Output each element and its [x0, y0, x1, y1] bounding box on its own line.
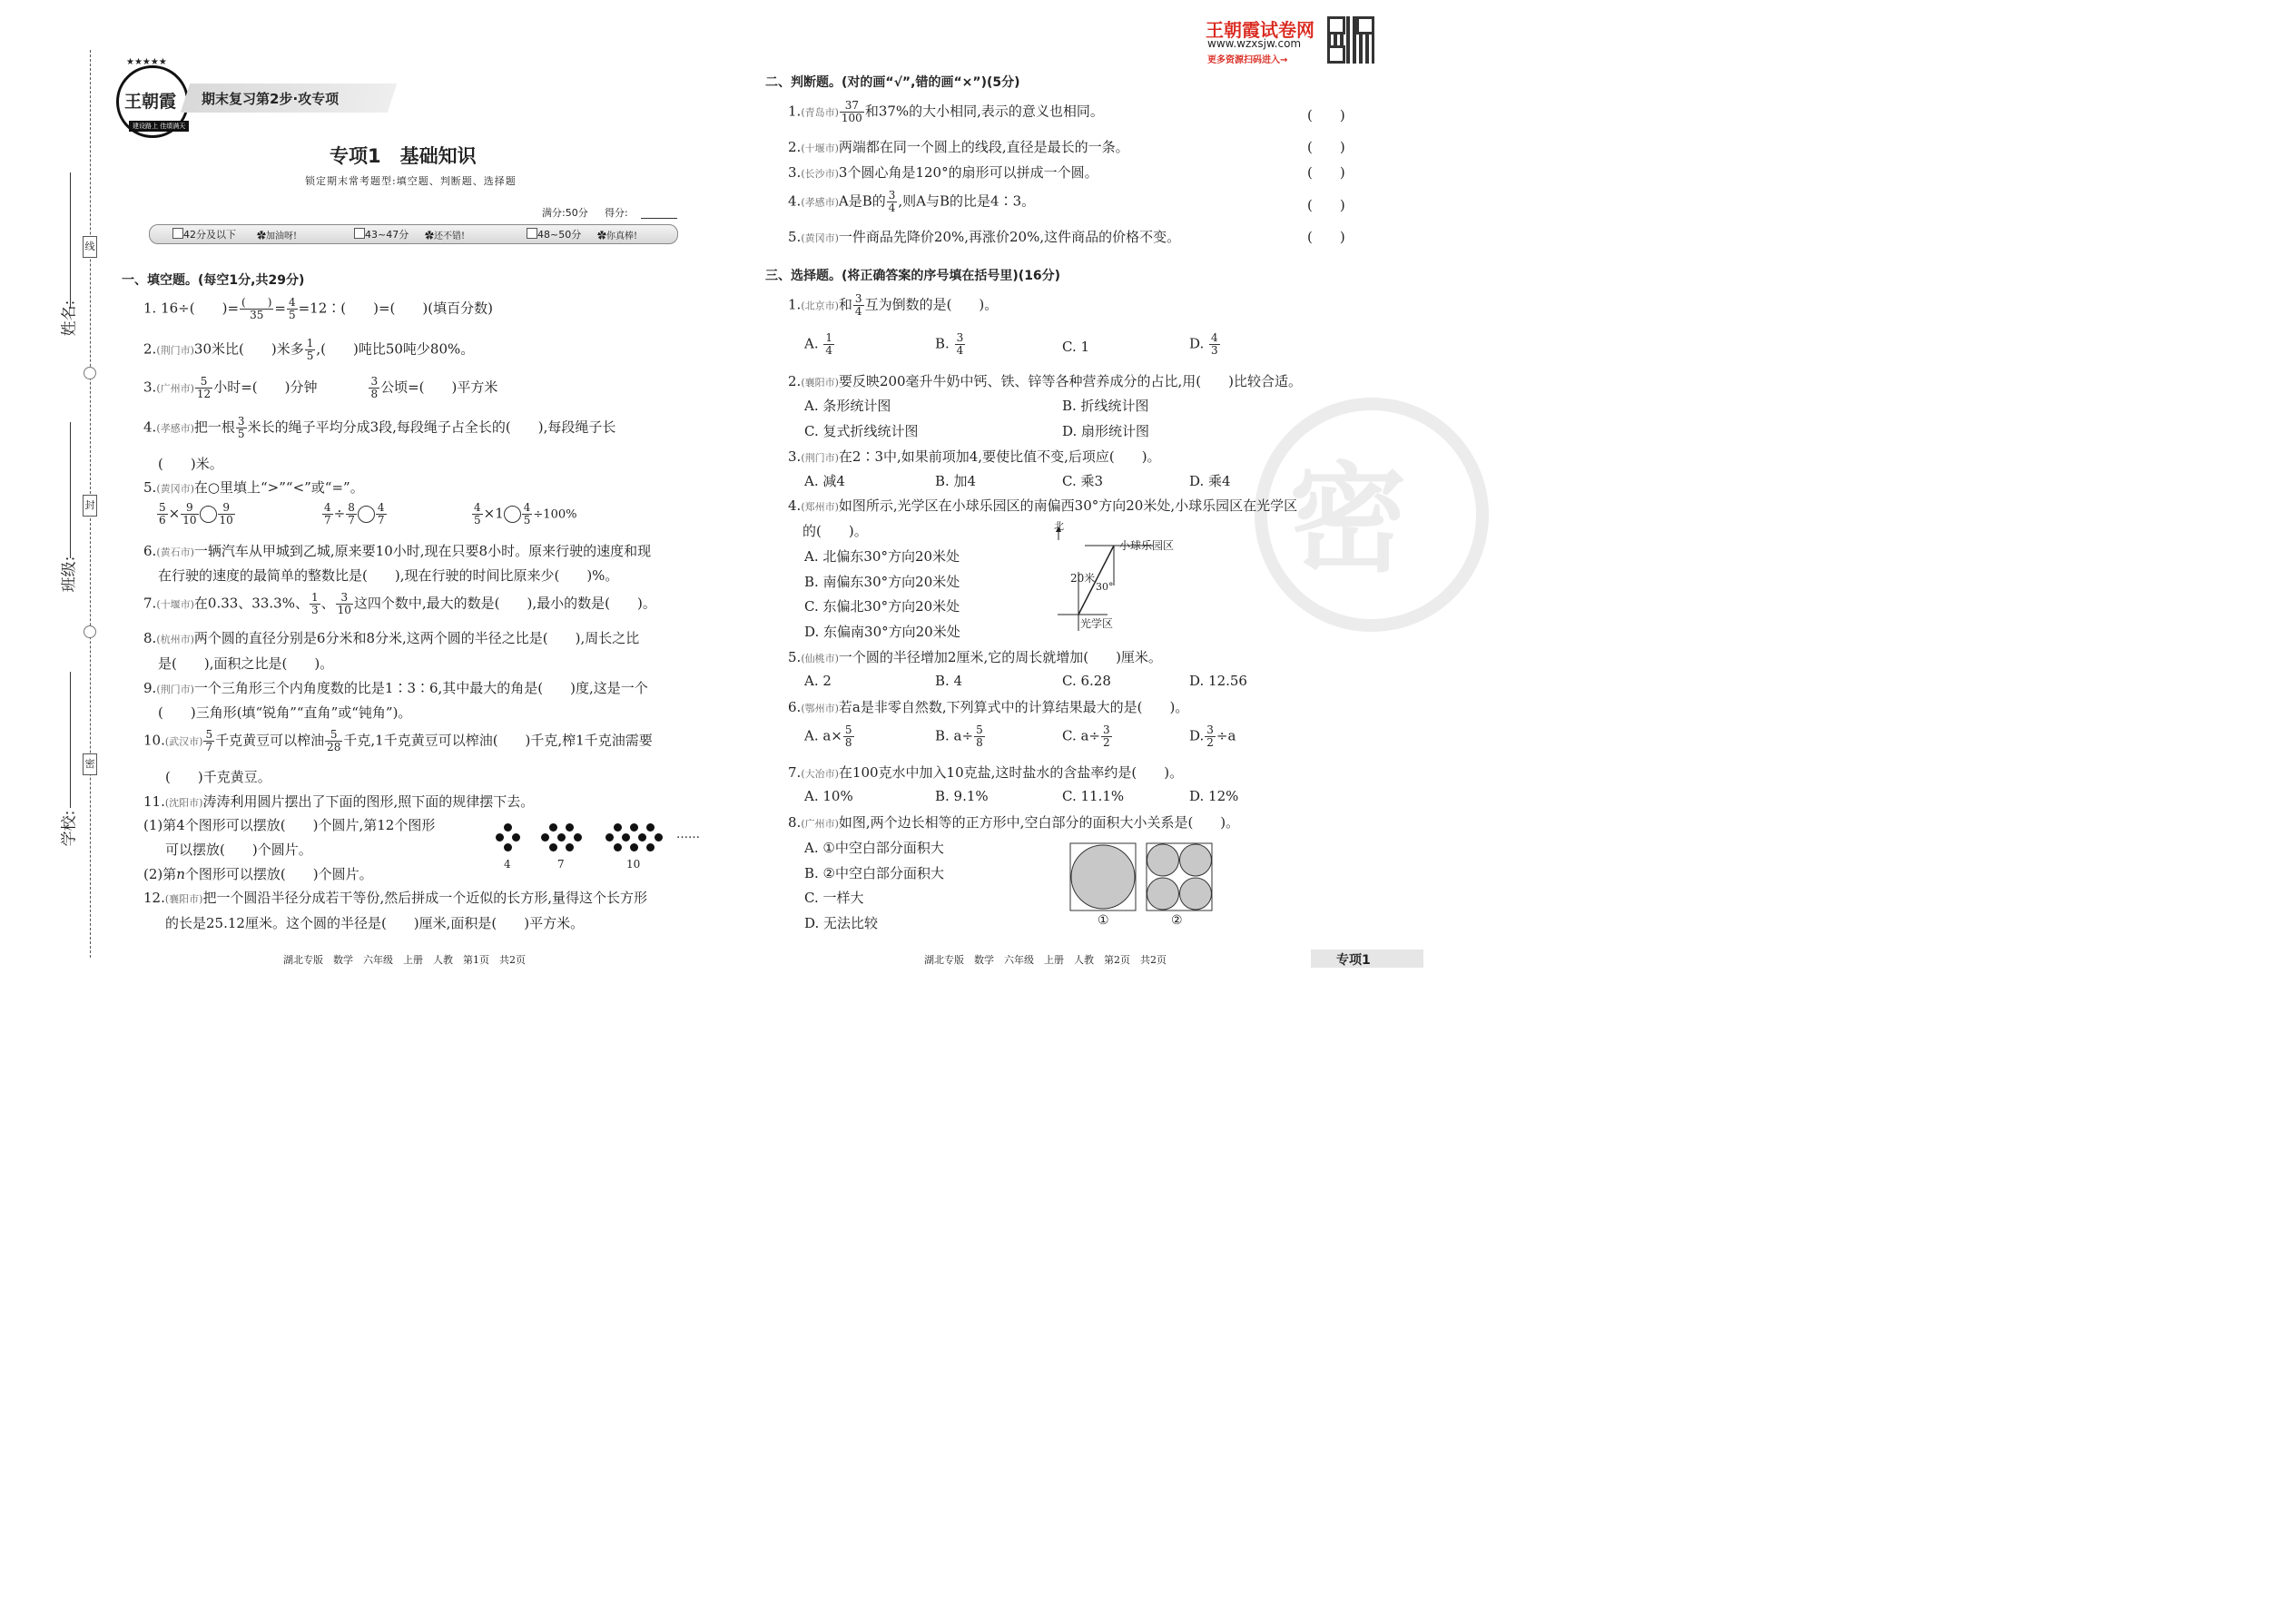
j3: 3.(长沙市)3个圆心角是120°的扇形可以拼成一个圆。 [788, 164, 1098, 181]
class-line[interactable] [70, 422, 71, 558]
logo-slogan: 建设路上 佳绩满天 [129, 121, 189, 132]
rating-checkbox-2[interactable] [354, 228, 365, 239]
compare-circle-1[interactable] [200, 506, 217, 523]
rating-comment-3: ✿你真棒! [597, 231, 638, 241]
square-2-circle-1 [1147, 844, 1179, 876]
q5-expr3: $\frac{4}{5}$ ×1 $\frac{4}{5}$ ÷100% [474, 501, 577, 527]
c5-option-a[interactable]: A. 2 [804, 673, 832, 689]
c4-option-d[interactable]: D. 东偏南30°方向20米处 [804, 624, 960, 640]
c8: 8.(广州市)如图,两个边长相等的正方形中,空白部分的面积大小关系是( )。 [788, 814, 1240, 831]
tab-mi: 密 [83, 753, 97, 775]
q9-line2: ( )三角形(填“锐角”“直角”或“钝角”)。 [158, 704, 412, 721]
rating-comment-1: ✿加油呀! [257, 231, 298, 241]
section1-title: 一、填空题。(每空1分,共29分) [122, 273, 305, 288]
q1: 1. 16÷( )= $\frac{( )}{35}$ = $\frac{4}{5}$ =12∶( )=( )(填百分数) [143, 296, 493, 321]
j4-answer[interactable]: ( ) [1307, 197, 1345, 213]
j3-answer[interactable]: ( ) [1307, 164, 1345, 181]
j1: 1.(青岛市) $\frac{37}{100}$ 和37%的大小相同,表示的意义也相同。 [788, 99, 1104, 124]
direction-diagram [1044, 517, 1207, 640]
q4: 4.(孝感市)把一根 $\frac{3}{5}$ 米长的绳子平均分成3段,每段绳子占全长的( ),每段绳子长 [143, 415, 616, 440]
c2-option-b[interactable]: B. 折线统计图 [1062, 398, 1149, 414]
c3-option-d[interactable]: D. 乘4 [1189, 473, 1231, 489]
dot-label-1: 4 [504, 858, 511, 871]
rating-label-3: 48~50分 [537, 229, 582, 241]
j4: 4.(孝感市)A是B的 $\frac{3}{4}$ ,则A与B的比是4∶3。 [788, 189, 1036, 214]
margin-circle-1 [84, 367, 96, 379]
c4-option-b[interactable]: B. 南偏东30°方向20米处 [804, 574, 960, 590]
square-2-circle-4 [1180, 878, 1212, 910]
q8: 8.(杭州市)两个圆的直径分别是6分米和8分米,这两个圆的半径之比是( ),周长之比 [143, 630, 640, 646]
c2: 2.(襄阳市)要反映200毫升牛奶中钙、铁、锌等各种营养成分的占比,用( )比较合适。 [788, 373, 1303, 389]
c4-option-a[interactable]: A. 北偏东30°方向20米处 [804, 548, 960, 565]
tab-feng: 封 [83, 495, 97, 517]
page-title: 专项1 基础知识 [330, 145, 477, 167]
q11-part1-line2: 可以摆放( )个圆片。 [165, 842, 312, 858]
c7-option-c[interactable]: C. 11.1% [1062, 788, 1125, 804]
dot-ellipsis: …… [676, 828, 700, 842]
square-2-circle-2 [1180, 844, 1212, 876]
c8-option-b[interactable]: B. ②中空白部分面积大 [804, 865, 945, 881]
c7-option-b[interactable]: B. 9.1% [935, 788, 989, 804]
q2: 2.(荆门市)30米比( )米多 $\frac{1}{5}$ ,( )吨比50吨少80%。 [143, 337, 475, 362]
c1-option-c[interactable]: C. 1 [1062, 339, 1090, 355]
c6: 6.(鄂州市)若a是非零自然数,下列算式中的计算结果最大的是( )。 [788, 699, 1189, 715]
c3-option-b[interactable]: B. 加4 [935, 473, 977, 489]
c4-option-c[interactable]: C. 东偏北30°方向20米处 [804, 598, 960, 615]
q5-expr2: $\frac{4}{7}$ ÷ $\frac{8}{7}$ $\frac{4}{7}$ [324, 501, 385, 527]
j5: 5.(黄冈市)一件商品先降价20%,再涨价20%,这件商品的价格不变。 [788, 229, 1181, 245]
figure-label-1: ① [1098, 913, 1109, 928]
watermark-text: 密 [1289, 450, 1408, 588]
q6: 6.(黄石市)一辆汽车从甲城到乙城,原来要10小时,现在只要8小时。原来行驶的速度和现 [143, 543, 652, 559]
c6-option-a[interactable]: A. a× $\frac{5}{8}$ [804, 723, 852, 749]
q10: 10.(武汉市) $\frac{5}{7}$ 千克黄豆可以榨油 $\frac{5}{28}$ 千克,1千克黄豆可以榨油( )千克,榨1千克油需要 [143, 728, 653, 753]
c4-line2: 的( )。 [802, 523, 868, 539]
figure-label-2: ② [1171, 913, 1183, 928]
c1-option-a[interactable]: A. $\frac{1}{4}$ [804, 331, 833, 357]
square-2-circle-3 [1147, 878, 1179, 910]
dot-label-3: 10 [626, 858, 641, 871]
page-subtitle: 锁定期末常考题型:填空题、判断题、选择题 [305, 175, 517, 187]
q12: 12.(襄阳市)把一个圆沿半径分成若干等份,然后拼成一个近似的长方形,量得这个长方形 [143, 890, 647, 906]
c1: 1.(北京市)和 $\frac{3}{4}$ 互为倒数的是( )。 [788, 292, 999, 318]
logo-text: 王朝霞 [124, 92, 177, 112]
c4: 4.(郑州市)如图所示,光学区在小球乐园区的南偏西30°方向20米处,小球乐园区在光学区 [788, 497, 1298, 514]
c6-option-b[interactable]: B. a÷ $\frac{5}{8}$ [935, 723, 983, 749]
c5-option-c[interactable]: C. 6.28 [1062, 673, 1111, 689]
c2-option-d[interactable]: D. 扇形统计图 [1062, 423, 1150, 439]
score-label: 得分: [605, 207, 628, 219]
q11-part2: (2)第n个图形可以摆放( )个圆片。 [143, 866, 373, 882]
c3-option-c[interactable]: C. 乘3 [1062, 473, 1104, 489]
q8-line2: 是( ),面积之比是( )。 [158, 655, 334, 672]
q11-part1: (1)第4个图形可以摆放( )个圆片,第12个图形 [143, 817, 436, 833]
compare-circle-2[interactable] [358, 506, 375, 523]
squares-figure [1069, 842, 1215, 913]
brand-url: www.wzxsjw.com [1207, 37, 1302, 50]
j1-answer[interactable]: ( ) [1307, 107, 1345, 123]
section3-title: 三、选择题。(将正确答案的序号填在括号里)(16分) [765, 269, 1061, 283]
qr-code[interactable] [1327, 16, 1374, 64]
logo-stars: ★★★★★ [126, 57, 167, 67]
compare-circle-3[interactable] [504, 506, 521, 523]
c6-option-d[interactable]: D. $\frac{3}{2}$ ÷a [1189, 723, 1236, 749]
score-line[interactable] [641, 218, 677, 219]
j2: 2.(十堰市)两端都在同一个圆上的线段,直径是最长的一条。 [788, 139, 1129, 155]
c5: 5.(仙桃市)一个圆的半径增加2厘米,它的周长就增加( )厘米。 [788, 649, 1162, 665]
name-label: 姓名: [60, 300, 79, 337]
c7: 7.(大冶市)在100克水中加入10克盐,这时盐水的含盐率约是( )。 [788, 764, 1184, 781]
tab-xian: 线 [83, 236, 97, 258]
q5: 5.(黄冈市)在○里填上“>”“<”或“=”。 [143, 479, 364, 496]
rating-label-1: 42分及以下 [183, 229, 236, 241]
c2-option-a[interactable]: A. 条形统计图 [804, 398, 891, 414]
full-score: 满分:50分 [542, 207, 588, 219]
angle-label: 30° [1096, 581, 1114, 593]
rating-comment-2: ✿还不错! [425, 231, 466, 241]
c2-option-c[interactable]: C. 复式折线统计图 [804, 423, 919, 439]
footer-tag-text: 专项1 [1336, 953, 1371, 968]
c7-option-a[interactable]: A. 10% [804, 788, 853, 804]
rating-checkbox-1[interactable] [172, 228, 183, 239]
school-line[interactable] [70, 672, 71, 808]
j5-answer[interactable]: ( ) [1307, 229, 1345, 245]
north-label: 北 [1054, 520, 1064, 532]
c8-option-d[interactable]: D. 无法比较 [804, 915, 879, 931]
footer-right: 湖北专版 数学 六年级 上册 人教 第2页 共2页 [924, 954, 1167, 966]
q5-expr1: $\frac{5}{6}$ × $\frac{9}{10}$ $\frac{9}{10}$ [159, 501, 233, 527]
c1-option-b[interactable]: B. $\frac{3}{4}$ [935, 331, 964, 357]
q6-line2: 在行驶的速度的最简单的整数比是( ),现在行驶的时间比原来少( )%。 [158, 567, 619, 584]
dot-label-2: 7 [557, 858, 565, 871]
q12-line2: 的长是25.12厘米。这个圆的半径是( )厘米,面积是( )平方米。 [165, 915, 585, 931]
park-label: 小球乐园区 [1119, 539, 1175, 552]
brand-name: 王朝霞试卷网 [1206, 19, 1314, 41]
c8-option-a[interactable]: A. ①中空白部分面积大 [804, 840, 944, 856]
rating-checkbox-3[interactable] [527, 228, 537, 239]
brand-tip: 更多资源扫码进入→ [1207, 55, 1288, 65]
c1-option-d[interactable]: D. $\frac{4}{3}$ [1189, 331, 1218, 357]
j2-answer[interactable]: ( ) [1307, 139, 1345, 155]
c3-option-a[interactable]: A. 减4 [804, 473, 845, 489]
c6-option-c[interactable]: C. a÷ $\frac{3}{2}$ [1062, 723, 1110, 749]
q11: 11.(沈阳市)涛涛利用圆片摆出了下面的图形,照下面的规律摆下去。 [143, 793, 535, 810]
q4-line2: ( )米。 [158, 456, 223, 472]
distance-label: 20米 [1070, 572, 1096, 585]
footer-left: 湖北专版 数学 六年级 上册 人教 第1页 共2页 [283, 954, 526, 966]
class-label: 班级: [60, 556, 79, 593]
c5-option-b[interactable]: B. 4 [935, 673, 963, 689]
q7: 7.(十堰市)在0.33、33.3%、 $\frac{1}{3}$ 、 $\frac{3}{10}$ 这四个数中,最大的数是( ),最小的数是( )。 [143, 591, 656, 616]
name-line[interactable] [70, 172, 71, 309]
c3: 3.(荆门市)在2∶3中,如果前项加4,要使比值不变,后项应( )。 [788, 448, 1161, 465]
section2-title: 二、判断题。(对的画“√”,错的画“×”)(5分) [765, 75, 1020, 90]
margin-circle-2 [84, 625, 96, 638]
c5-option-d[interactable]: D. 12.56 [1189, 673, 1247, 689]
q10-line2: ( )千克黄豆。 [165, 769, 271, 785]
school-label: 学校: [60, 810, 79, 847]
q3: 3.(广州市) $\frac{5}{12}$ 小时=( )分钟 $\frac{3}{8}$ 公顷=( )平方米 [143, 375, 498, 400]
c7-option-d[interactable]: D. 12% [1189, 788, 1239, 804]
rating-label-2: 43~47分 [365, 229, 409, 241]
q9: 9.(荆门市)一个三角形三个内角度数的比是1∶3∶6,其中最大的角是( )度,这是一个 [143, 680, 648, 696]
optics-label: 光学区 [1080, 617, 1114, 630]
square-1-circle [1071, 845, 1135, 909]
step-banner-text: 期末复习第2步·攻专项 [202, 91, 340, 107]
c8-option-c[interactable]: C. 一样大 [804, 890, 864, 906]
